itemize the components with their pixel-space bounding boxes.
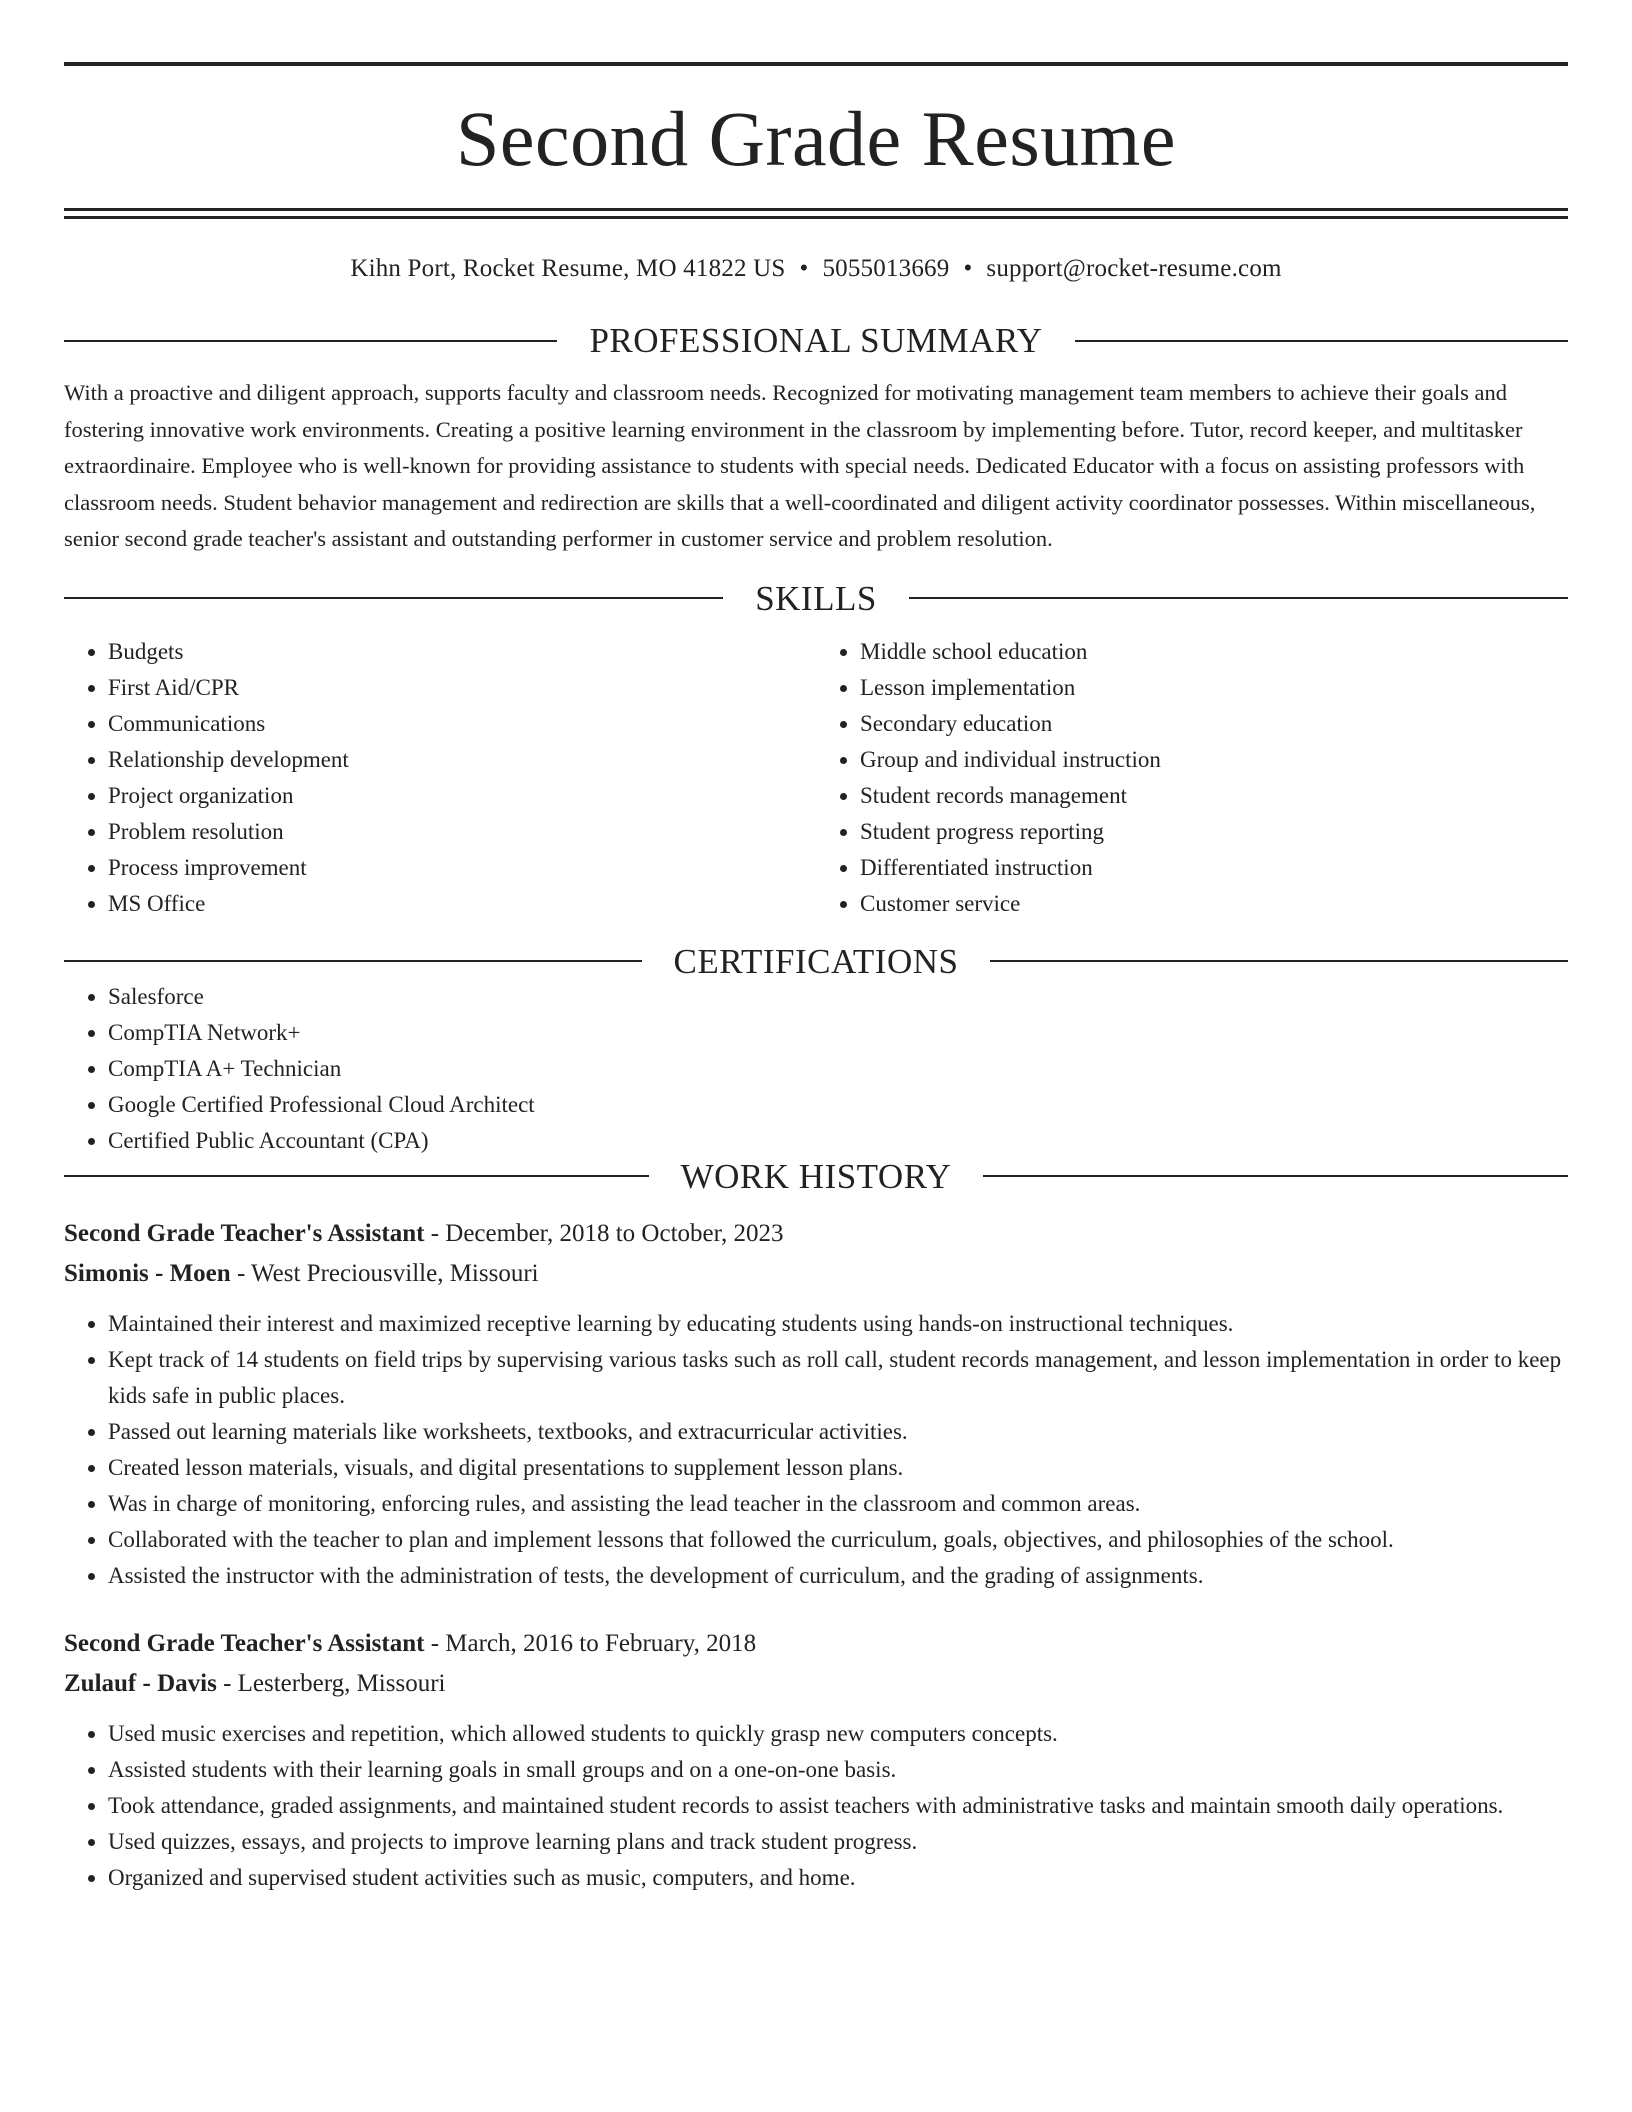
job-title: Second Grade Teacher's Assistant xyxy=(64,1629,425,1657)
list-item: • Salesforce xyxy=(108,979,1568,1015)
job-dates: - December, 2018 to October, 2023 xyxy=(424,1219,784,1247)
job-location: - Lesterberg, Missouri xyxy=(216,1669,446,1697)
list-item: • Project organization xyxy=(108,778,816,814)
list-item: • Secondary education xyxy=(860,706,1568,742)
heading-rule xyxy=(64,1175,649,1177)
section-heading-skills xyxy=(64,578,1568,618)
list-item: • CompTIA A+ Technician xyxy=(108,1051,1568,1087)
list-item: • Passed out learning materials like worksheets, textbooks, and extracurricular activities. xyxy=(108,1414,1568,1450)
contact-separator: • xyxy=(799,255,809,282)
contact-address: Kihn Port, Rocket Resume, MO 41822 US xyxy=(350,255,786,282)
certifications-list xyxy=(64,979,1568,1159)
list-item: • Problem resolution xyxy=(108,814,816,850)
summary-text: With a proactive and diligent approach, supports faculty and classroom needs. Recognized for motivating management team members to achieve their goals and fostering innovative work environments. Creating a positive learning environment in the classroom by implementing before. Tutor, record keeper, and multitasker extraordinaire. Employee who is well-known for providing assistance to students with special needs. Dedicated Educator with a focus on assisting professors with classroom needs. Student behavior management and redirection are skills that a well-coordinated and diligent activity coordinator possesses. Within miscellaneous, senior second grade teacher's assistant and outstanding performer in customer service and problem resolution. xyxy=(64,380,1536,551)
job-location: - West Preciousville, Missouri xyxy=(230,1259,539,1287)
list-item: • Google Certified Professional Cloud Architect xyxy=(108,1087,1568,1123)
heading-rule xyxy=(990,960,1568,962)
list-item: • Group and individual instruction xyxy=(860,742,1568,778)
list-item: • First Aid/CPR xyxy=(108,670,816,706)
job-duties-list xyxy=(64,1306,1568,1594)
list-item: • Maintained their interest and maximized receptive learning by educating students using hands-on instructional techniques. xyxy=(108,1306,1568,1342)
list-item: • CompTIA Network+ xyxy=(108,1015,1568,1051)
list-item: • Collaborated with the teacher to plan and implement lessons that followed the curriculum, goals, objectives, and philosophies of the school. xyxy=(108,1522,1568,1558)
contact-line xyxy=(64,255,1568,283)
list-item: • Kept track of 14 students on field trips by supervising various tasks such as roll call, student records management, and lesson implementation in order to keep kids safe in public places. xyxy=(108,1342,1568,1414)
list-item: • Was in charge of monitoring, enforcing rules, and assisting the lead teacher in the classroom and common areas. xyxy=(108,1486,1568,1522)
job-company-line xyxy=(64,1254,1568,1294)
list-item: • Student records management xyxy=(860,778,1568,814)
list-item: • Created lesson materials, visuals, and digital presentations to supplement lesson plans. xyxy=(108,1450,1568,1486)
list-item: • Organized and supervised student activities such as music, computers, and home. xyxy=(108,1860,1568,1896)
list-item: • Used music exercises and repetition, which allowed students to quickly grasp new computers concepts. xyxy=(108,1716,1568,1752)
section-heading-certifications xyxy=(64,941,1568,981)
section-title: CERTIFICATIONS xyxy=(673,941,959,981)
list-item: • Budgets xyxy=(108,634,816,670)
list-item: • Used quizzes, essays, and projects to improve learning plans and track student progress. xyxy=(108,1824,1568,1860)
resume-title: Second Grade Resume xyxy=(456,95,1176,182)
top-rule xyxy=(64,62,1568,66)
heading-rule xyxy=(64,960,642,962)
heading-rule xyxy=(909,597,1568,599)
heading-rule xyxy=(983,1175,1568,1177)
job-entry xyxy=(64,1214,1568,1594)
list-item: • Communications xyxy=(108,706,816,742)
skills-columns xyxy=(64,634,1568,922)
list-item: • Assisted students with their learning goals in small groups and on a one-on-one basis. xyxy=(108,1752,1568,1788)
skills-list-left xyxy=(64,634,816,922)
list-item: • Certified Public Accountant (CPA) xyxy=(108,1123,1568,1159)
list-item: • Relationship development xyxy=(108,742,816,778)
job-company-line xyxy=(64,1664,1568,1704)
heading-rule xyxy=(64,597,723,599)
section-title: SKILLS xyxy=(755,578,877,618)
section-heading-summary xyxy=(64,323,1568,358)
list-item: • Customer service xyxy=(860,886,1568,922)
job-entry xyxy=(64,1624,1568,1896)
heading-rule xyxy=(64,340,557,342)
heading-rule xyxy=(1075,340,1568,342)
list-item: • Assisted the instructor with the administration of tests, the development of curriculum, and the grading of assignments. xyxy=(108,1558,1568,1594)
section-heading-work-history xyxy=(64,1156,1568,1196)
list-item: • MS Office xyxy=(108,886,816,922)
job-duties-list xyxy=(64,1716,1568,1896)
job-company: Zulauf - Davis xyxy=(64,1669,217,1697)
title-double-rule xyxy=(64,208,1568,219)
list-item: • Middle school education xyxy=(860,634,1568,670)
contact-email: support@rocket-resume.com xyxy=(986,255,1282,282)
section-title: WORK HISTORY xyxy=(680,1156,952,1196)
list-item: • Differentiated instruction xyxy=(860,850,1568,886)
list-item: • Took attendance, graded assignments, and maintained student records to assist teachers with administrative tasks and maintain smooth daily operations. xyxy=(108,1788,1568,1824)
job-dates: - March, 2016 to February, 2018 xyxy=(424,1629,757,1657)
skills-list-right xyxy=(816,634,1568,922)
contact-phone: 5055013669 xyxy=(822,255,950,282)
list-item: • Student progress reporting xyxy=(860,814,1568,850)
list-item: • Process improvement xyxy=(108,850,816,886)
contact-separator: • xyxy=(963,255,973,282)
list-item: • Lesson implementation xyxy=(860,670,1568,706)
section-title: PROFESSIONAL SUMMARY xyxy=(589,321,1043,360)
job-title-line xyxy=(64,1624,1568,1664)
job-title: Second Grade Teacher's Assistant xyxy=(64,1219,425,1247)
job-company: Simonis - Moen xyxy=(64,1259,231,1287)
job-title-line xyxy=(64,1214,1568,1254)
